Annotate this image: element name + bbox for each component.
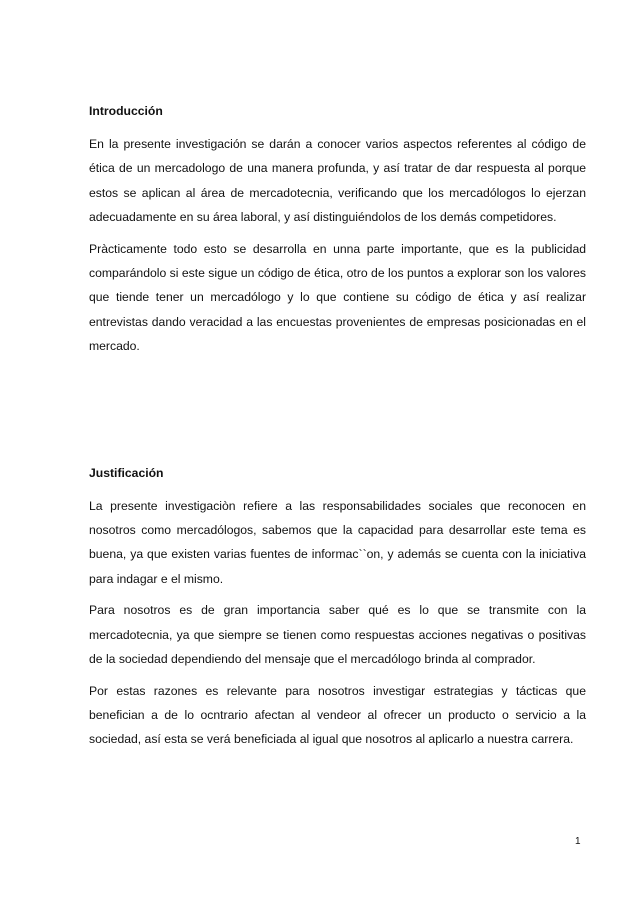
heading-justificacion: Justificación	[89, 465, 164, 480]
page-content	[89, 103, 586, 752]
paragraph: En la presente investigación se darán a conocer varios aspectos referentes al código de ética de un mercadologo de una manera profunda, y así tratar de dar respuesta al porque estos se aplican al área de mercadotecnia, verificando que los mercadólogos lo ejerzan adecuadamente en su área laboral, y así distinguiéndolos de los demás competidores.	[89, 137, 586, 225]
section-introduccion	[89, 103, 586, 359]
paragraph: La presente investigaciòn refiere a las responsabilidades sociales que reconocen en nosotros como mercadólogos, sabemos que la capacidad para desarrollar este tema es buena, ya que existen varias fuentes de informac``on, y además se cuenta con la iniciativa para indagar e el mismo.	[89, 498, 586, 586]
section-justificacion	[89, 465, 586, 752]
heading-introduccion: Introducción	[89, 104, 163, 118]
page-number: 1	[575, 836, 581, 847]
paragraph: Pràcticamente todo esto se desarrolla en unna parte importante, que es la publicidad comparándolo si este sigue un código de ética, otro de los puntos a explorar son los valores que tiende tener un mercadólogo y lo que contiene su código de ética y así realizar entrevistas dando veracidad a las encuestas provenientes de empresas posicionadas en el mercado.	[89, 241, 586, 354]
paragraph: Por estas razones es relevante para nosotros investigar estrategias y tácticas que benefician a de lo ocntrario afectan al vendeor al ofrecer un producto o servicio a la sociedad, así esta se verá beneficiada al igual que nosotros al aplicarlo a nuestra carrera.	[89, 683, 586, 747]
paragraph: Para nosotros es de gran importancia saber qué es lo que se transmite con la mercadotecnia, ya que siempre se tienen como respuestas acciones negativas o positivas de la sociedad dependiendo del mensaje que el mercadólogo brinda al comprador.	[89, 603, 586, 667]
